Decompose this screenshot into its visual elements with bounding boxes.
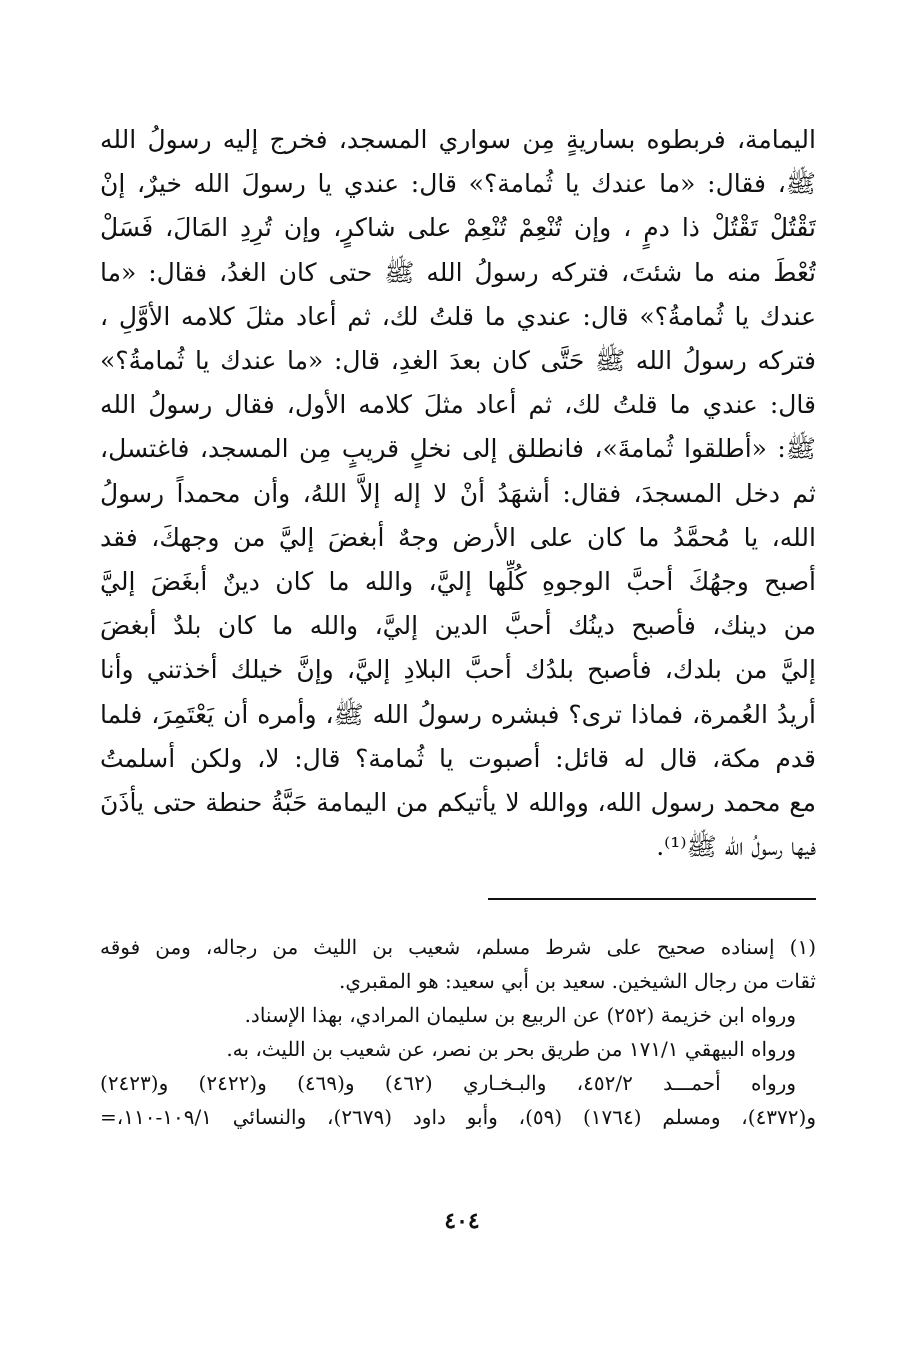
- footnote-line: ثقات من رجال الشيخين. سعيد بن أبي سعيد: هو المقبري.: [339, 969, 816, 993]
- text-line: أريدُ العُمرة، فماذا ترى؟ فبشره رسولُ الله ﷺ، وأمره أن يَعْتَمِرَ، فلما: [100, 699, 816, 729]
- text-line: إليَّ من بلدك، فأصبح بلدُك أحبَّ البلادِ إليَّ، وإنَّ خيلك أخذتني وأنا: [100, 655, 816, 685]
- footnote-line: ورواه أحمـــد ٤٥٢/٢، والبـخـاري (٤٦٢) و(٤٦٩) و(٢٤٢٢) و(٢٤٢٣): [100, 1071, 796, 1095]
- footnote-line: ورواه ابن خزيمة (٢٥٢) عن الربيع بن سليمان المرادي، بهذا الإسناد.: [244, 1003, 796, 1027]
- text-line: ﷺ: «أطلقوا ثُمامةَ»، فانطلق إلى نخلٍ قريبٍ مِن المسجد، فاغتسل،: [100, 434, 816, 464]
- footnote-divider: [488, 898, 816, 900]
- text-line: ثم دخل المسجدَ، فقال: أشهَدُ أنْ لا إله إلاَّ اللهُ، وأن محمداً رسولُ: [100, 478, 816, 508]
- text-line: تَقْتُلْ تَقْتُلْ ذا دمٍ ، وإن تُنْعِمْ تُنْعِمْ على شاكرٍ، وإن تُرِدِ المَالَ، فَسَلْ: [100, 213, 816, 243]
- footnote-line: و(٤٣٧٢)، ومسلم (١٧٦٤) (٥٩)، وأبو داود (٢٦٧٩)، والنسائي ١٠٩/١-١١٠،=: [100, 1105, 816, 1129]
- text-line-last: فيها رسولُ الله ﷺ⁽¹⁾.: [656, 832, 816, 862]
- text-line: عندك يا ثُمامةُ؟» قال: عندي ما قلتُ لك، ثم أعاد مثلَ كلامه الأوَّلِ ،: [100, 301, 816, 331]
- footnote-line: ورواه البيهقي ١٧١/١ من طريق بحر بن نصر، عن شعيب بن الليث، به.: [226, 1037, 796, 1061]
- text-line: قال: عندي ما قلتُ لك، ثم أعاد مثلَ كلامه الأول، فقال رسولُ الله: [100, 390, 816, 420]
- text-line: قدم مكة، قال له قائل: أصبوت يا ثُمامة؟ قال: لا، ولكن أسلمتُ: [100, 743, 816, 773]
- text-line: مع محمد رسول الله، ووالله لا يأتيكم من اليمامة حَبَّةُ حنطة حتى يأذَنَ: [100, 788, 816, 818]
- text-line: فتركه رسولُ الله ﷺ حَتَّى كان بعدَ الغدِ، قال: «ما عندك يا ثُمامةُ؟»: [100, 346, 816, 376]
- page-number: ٤٠٤: [444, 1208, 480, 1234]
- footnote-line: (١) إسناده صحيح على شرط مسلم، شعيب بن الليث من رجاله، ومن فوقه: [100, 935, 816, 959]
- footnotes: [100, 930, 816, 1134]
- text-line: ﷺ، فقال: «ما عندك يا ثُمامة؟» قال: عندي يا رسولَ الله خيرٌ، إنْ: [100, 169, 816, 199]
- text-line: من دينك، فأصبح دينُك أحبَّ الدين إليَّ، والله ما كان بلدٌ أبغضَ: [100, 611, 816, 641]
- text-line: تُعْطَ منه ما شئتَ، فتركه رسولُ الله ﷺ حتى كان الغدُ، فقال: «ما: [100, 257, 816, 287]
- text-line: الله، يا مُحمَّدُ ما كان على الأرض وجهٌ أبغضَ إليَّ من وجهكَ، فقد: [100, 522, 816, 552]
- text-line: اليمامة، فربطوه بساريةٍ مِن سواري المسجد، فخرج إليه رسولُ الله: [100, 125, 816, 154]
- main-text-body: [100, 118, 816, 869]
- text-line: أصبح وجهُكَ أحبَّ الوجوهِ كُلِّها إليَّ، والله ما كان دينٌ أبغَضَ إليَّ: [100, 567, 816, 597]
